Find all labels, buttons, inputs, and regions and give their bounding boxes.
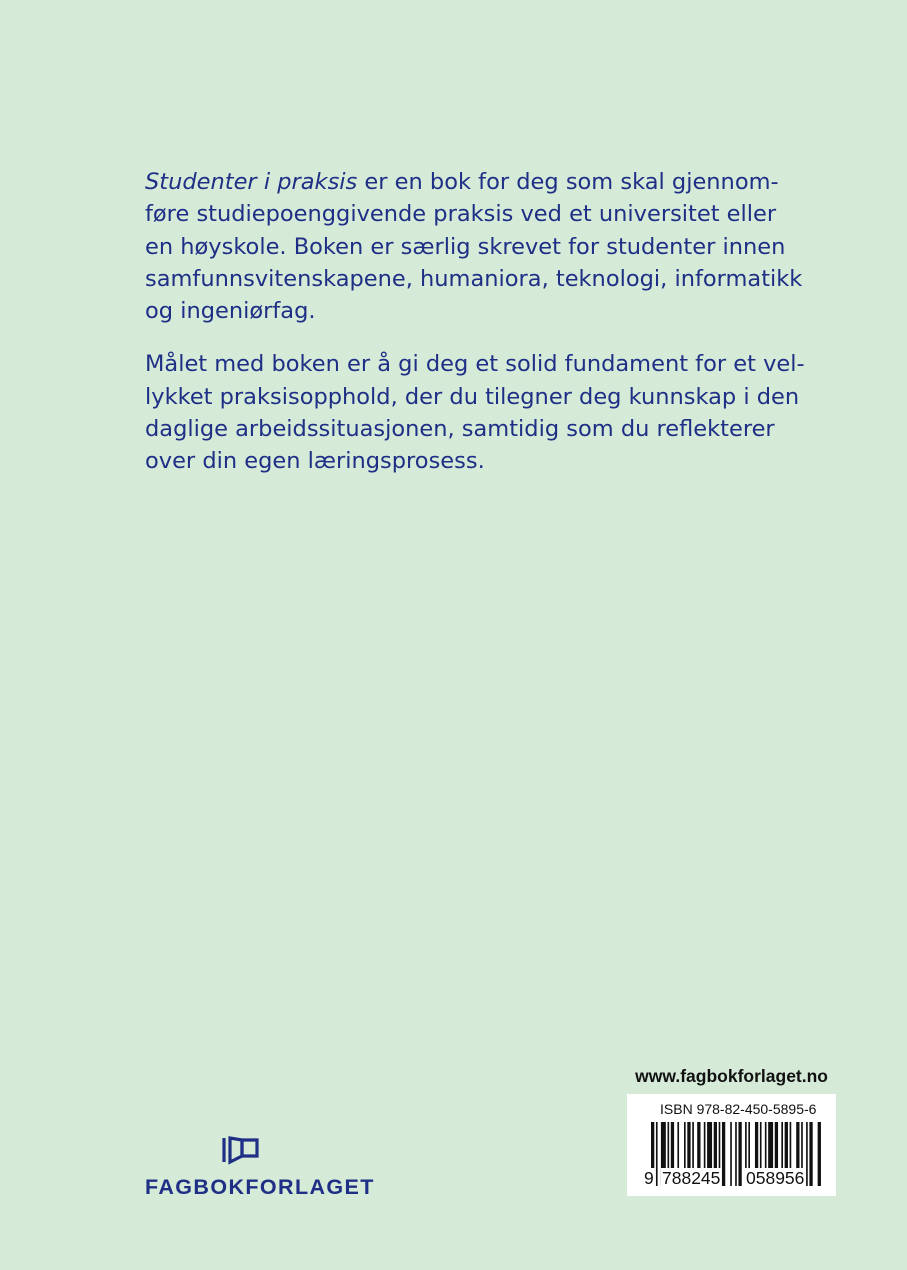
publisher-name: FAGBOKFORLAGET (145, 1175, 375, 1199)
blurb-line: over din egen læringsprosess. (145, 448, 485, 475)
blurb-paragraph-1 (145, 166, 803, 327)
book-title: Studenter i praksis (145, 169, 358, 195)
book-logo-icon (221, 1134, 263, 1166)
blurb-line: Målet med boken er å gi deg et solid fundament for et vel- (145, 351, 805, 378)
blurb-line: føre studiepoenggivende praksis ved et universitet eller (145, 201, 777, 228)
barcode-digits (645, 1168, 825, 1192)
barcode-digit-group-1: 788245 (662, 1168, 721, 1188)
barcode-digit-first: 9 (644, 1168, 654, 1188)
publisher-website[interactable]: www.fagbokforlaget.no (635, 1066, 828, 1086)
back-cover-blurb (145, 166, 805, 499)
blurb-line: daglige arbeidssituasjonen, samtidig som du reflekterer (145, 416, 775, 443)
isbn-label: ISBN 978-82-450-5895-6 (660, 1101, 817, 1117)
blurb-line: samfunnsvitenskapene, humaniora, teknologi, informatikk (145, 265, 803, 292)
blurb-line: en høyskole. Boken er særlig skrevet for studenter innen (145, 233, 786, 260)
blurb-line: og ingeniørfag. (145, 298, 316, 325)
blurb-line: lykket praksisopphold, der du tilegner deg kunnskap i den (145, 383, 800, 410)
blurb-line: Studenter i praksis er en bok for deg som skal gjennom- (145, 169, 779, 195)
barcode-digit-group-2: 058956 (746, 1168, 805, 1188)
barcode-panel (627, 1094, 836, 1196)
blurb-paragraph-2 (145, 348, 805, 477)
